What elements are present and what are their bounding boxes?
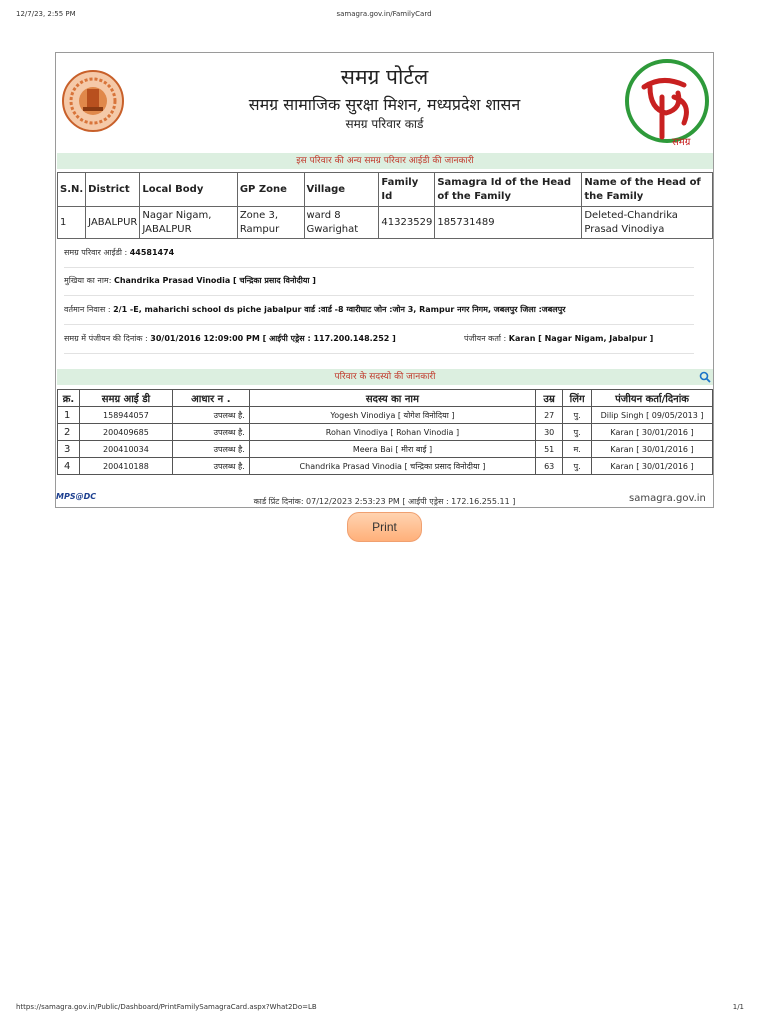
samagra-logo-text: समग्र: [672, 137, 691, 148]
address-line: [64, 304, 566, 315]
column-header: पंजीयन कर्ता/दिनांक: [592, 390, 713, 407]
other-family-ids-heading: इस परिवार की अन्य समग्र परिवार आईडी की जानकारी: [57, 153, 713, 169]
table-row: [58, 424, 713, 441]
registration-date-label: समग्र में पंजीयन की दिनांक :: [64, 334, 148, 343]
table-cell: 1: [58, 207, 86, 239]
column-header: उम्र: [536, 390, 563, 407]
members-heading: परिवार के सदस्यो की जानकारी: [57, 369, 713, 385]
table-cell: 30: [536, 424, 563, 441]
column-header: समग्र आई डी: [79, 390, 172, 407]
divider: [64, 353, 694, 354]
table-cell: Rohan Vinodiya [ Rohan Vinodia ]: [249, 424, 535, 441]
page-url: https://samagra.gov.in/Public/Dashboard/PrintFamilySamagraCard.aspx?What2Do=LB: [16, 1003, 317, 1011]
table-cell: Meera Bai [ मीरा बाई ]: [249, 441, 535, 458]
table-cell: पु.: [563, 424, 592, 441]
family-table-header: [58, 173, 713, 207]
column-header: GP Zone: [237, 173, 304, 207]
card-title: समग्र परिवार कार्ड: [345, 117, 424, 131]
head-name-label: मुखिया का नाम:: [64, 276, 112, 285]
table-cell: पु.: [563, 458, 592, 475]
column-header: Village: [304, 173, 379, 207]
family-id-label: समग्र परिवार आईडी :: [64, 248, 128, 257]
members-table: [57, 389, 713, 475]
print-button[interactable]: Print: [347, 512, 422, 542]
table-cell: 185731489: [435, 207, 582, 239]
table-cell: 200409685: [79, 424, 172, 441]
table-cell: उपलब्ध है.: [172, 424, 249, 441]
mpsedc-logo: MPS@DC: [56, 492, 97, 501]
mission-subtitle: समग्र सामाजिक सुरक्षा मिशन, मध्यप्रदेश शासन: [248, 95, 521, 114]
table-cell: Chandrika Prasad Vinodia [ चन्द्रिका प्रसाद विनोदीया ]: [249, 458, 535, 475]
table-row: [58, 441, 713, 458]
address-label: वर्तमान निवास :: [64, 305, 111, 314]
table-row: [58, 407, 713, 424]
table-cell: Nagar Nigam, JABALPUR: [140, 207, 237, 239]
family-ids-table: [57, 172, 713, 239]
registrar-value: Karan [ Nagar Nigam, Jabalpur ]: [508, 334, 654, 343]
table-row: [58, 207, 713, 239]
column-header: Samagra Id of the Head of the Family: [435, 173, 582, 207]
portal-title: समग्र पोर्टल: [340, 65, 429, 89]
column-header: लिंग: [563, 390, 592, 407]
divider: [64, 295, 694, 296]
table-cell: 4: [58, 458, 80, 475]
samagra-logo-icon: [622, 57, 712, 149]
table-cell: 158944057: [79, 407, 172, 424]
table-cell: 63: [536, 458, 563, 475]
table-cell: ward 8 Gwarighat: [304, 207, 379, 239]
table-cell: Dilip Singh [ 09/05/2013 ]: [592, 407, 713, 424]
column-header: Local Body: [140, 173, 237, 207]
column-header: District: [86, 173, 140, 207]
table-cell: उपलब्ध है.: [172, 458, 249, 475]
table-cell: 1: [58, 407, 80, 424]
page-number: 1/1: [732, 1003, 744, 1011]
table-cell: म.: [563, 441, 592, 458]
table-cell: पु.: [563, 407, 592, 424]
family-id-line: [64, 247, 174, 258]
table-cell: 2: [58, 424, 80, 441]
print-datetime: 12/7/23, 2:55 PM: [16, 10, 76, 18]
members-table-header: [58, 390, 713, 407]
column-header: S.N.: [58, 173, 86, 207]
table-cell: Yogesh Vinodiya [ योगेश विनोदिया ]: [249, 407, 535, 424]
card-header: [56, 53, 713, 153]
column-header: Name of the Head of the Family: [582, 173, 713, 207]
head-name-value: Chandrika Prasad Vinodia [ चन्द्रिका प्रसाद विनोदीया ]: [113, 276, 316, 285]
divider: [64, 324, 694, 325]
table-cell: 200410188: [79, 458, 172, 475]
table-cell: Karan [ 30/01/2016 ]: [592, 458, 713, 475]
head-name-line: [64, 275, 316, 286]
table-cell: उपलब्ध है.: [172, 441, 249, 458]
site-name: samagra.gov.in: [629, 493, 706, 504]
table-cell: Deleted-Chandrika Prasad Vinodiya: [582, 207, 713, 239]
table-cell: उपलब्ध है.: [172, 407, 249, 424]
browser-print-header: [0, 10, 768, 22]
table-cell: Zone 3, Rampur: [237, 207, 304, 239]
table-cell: 3: [58, 441, 80, 458]
address-value: 2/1 -E, maharichi school ds piche jabalpur वार्ड :वार्ड -8 ग्वारीघाट जोन :जोन 3, Rampur नगर निगम, जबलपुर जिला :जबलपुर: [113, 305, 566, 314]
table-row: [58, 458, 713, 475]
registrar-line: [464, 333, 653, 344]
table-cell: Karan [ 30/01/2016 ]: [592, 424, 713, 441]
table-cell: 200410034: [79, 441, 172, 458]
registration-date-value: 30/01/2016 12:09:00 PM [ आईपी एड्रेस : 117.200.148.252 ]: [150, 334, 396, 343]
family-card: [55, 52, 714, 508]
column-header: क्र.: [58, 390, 80, 407]
column-header: सदस्य का नाम: [249, 390, 535, 407]
family-id-value: 44581474: [129, 248, 175, 257]
column-header: आधार न .: [172, 390, 249, 407]
column-header: Family Id: [379, 173, 435, 207]
table-cell: 51: [536, 441, 563, 458]
card-print-date: कार्ड प्रिंट दिनांक: 07/12/2023 2:53:23 PM [ आईपी एड्रेस : 172.16.255.11 ]: [253, 497, 516, 506]
table-cell: 27: [536, 407, 563, 424]
divider: [64, 267, 694, 268]
search-icon[interactable]: [699, 371, 711, 383]
table-cell: JABALPUR: [86, 207, 140, 239]
registration-date-line: [64, 333, 396, 344]
table-cell: 41323529: [379, 207, 435, 239]
table-cell: Karan [ 30/01/2016 ]: [592, 441, 713, 458]
registrar-label: पंजीयन कर्ता :: [464, 334, 507, 343]
print-page-title: samagra.gov.in/FamilyCard: [336, 10, 432, 18]
